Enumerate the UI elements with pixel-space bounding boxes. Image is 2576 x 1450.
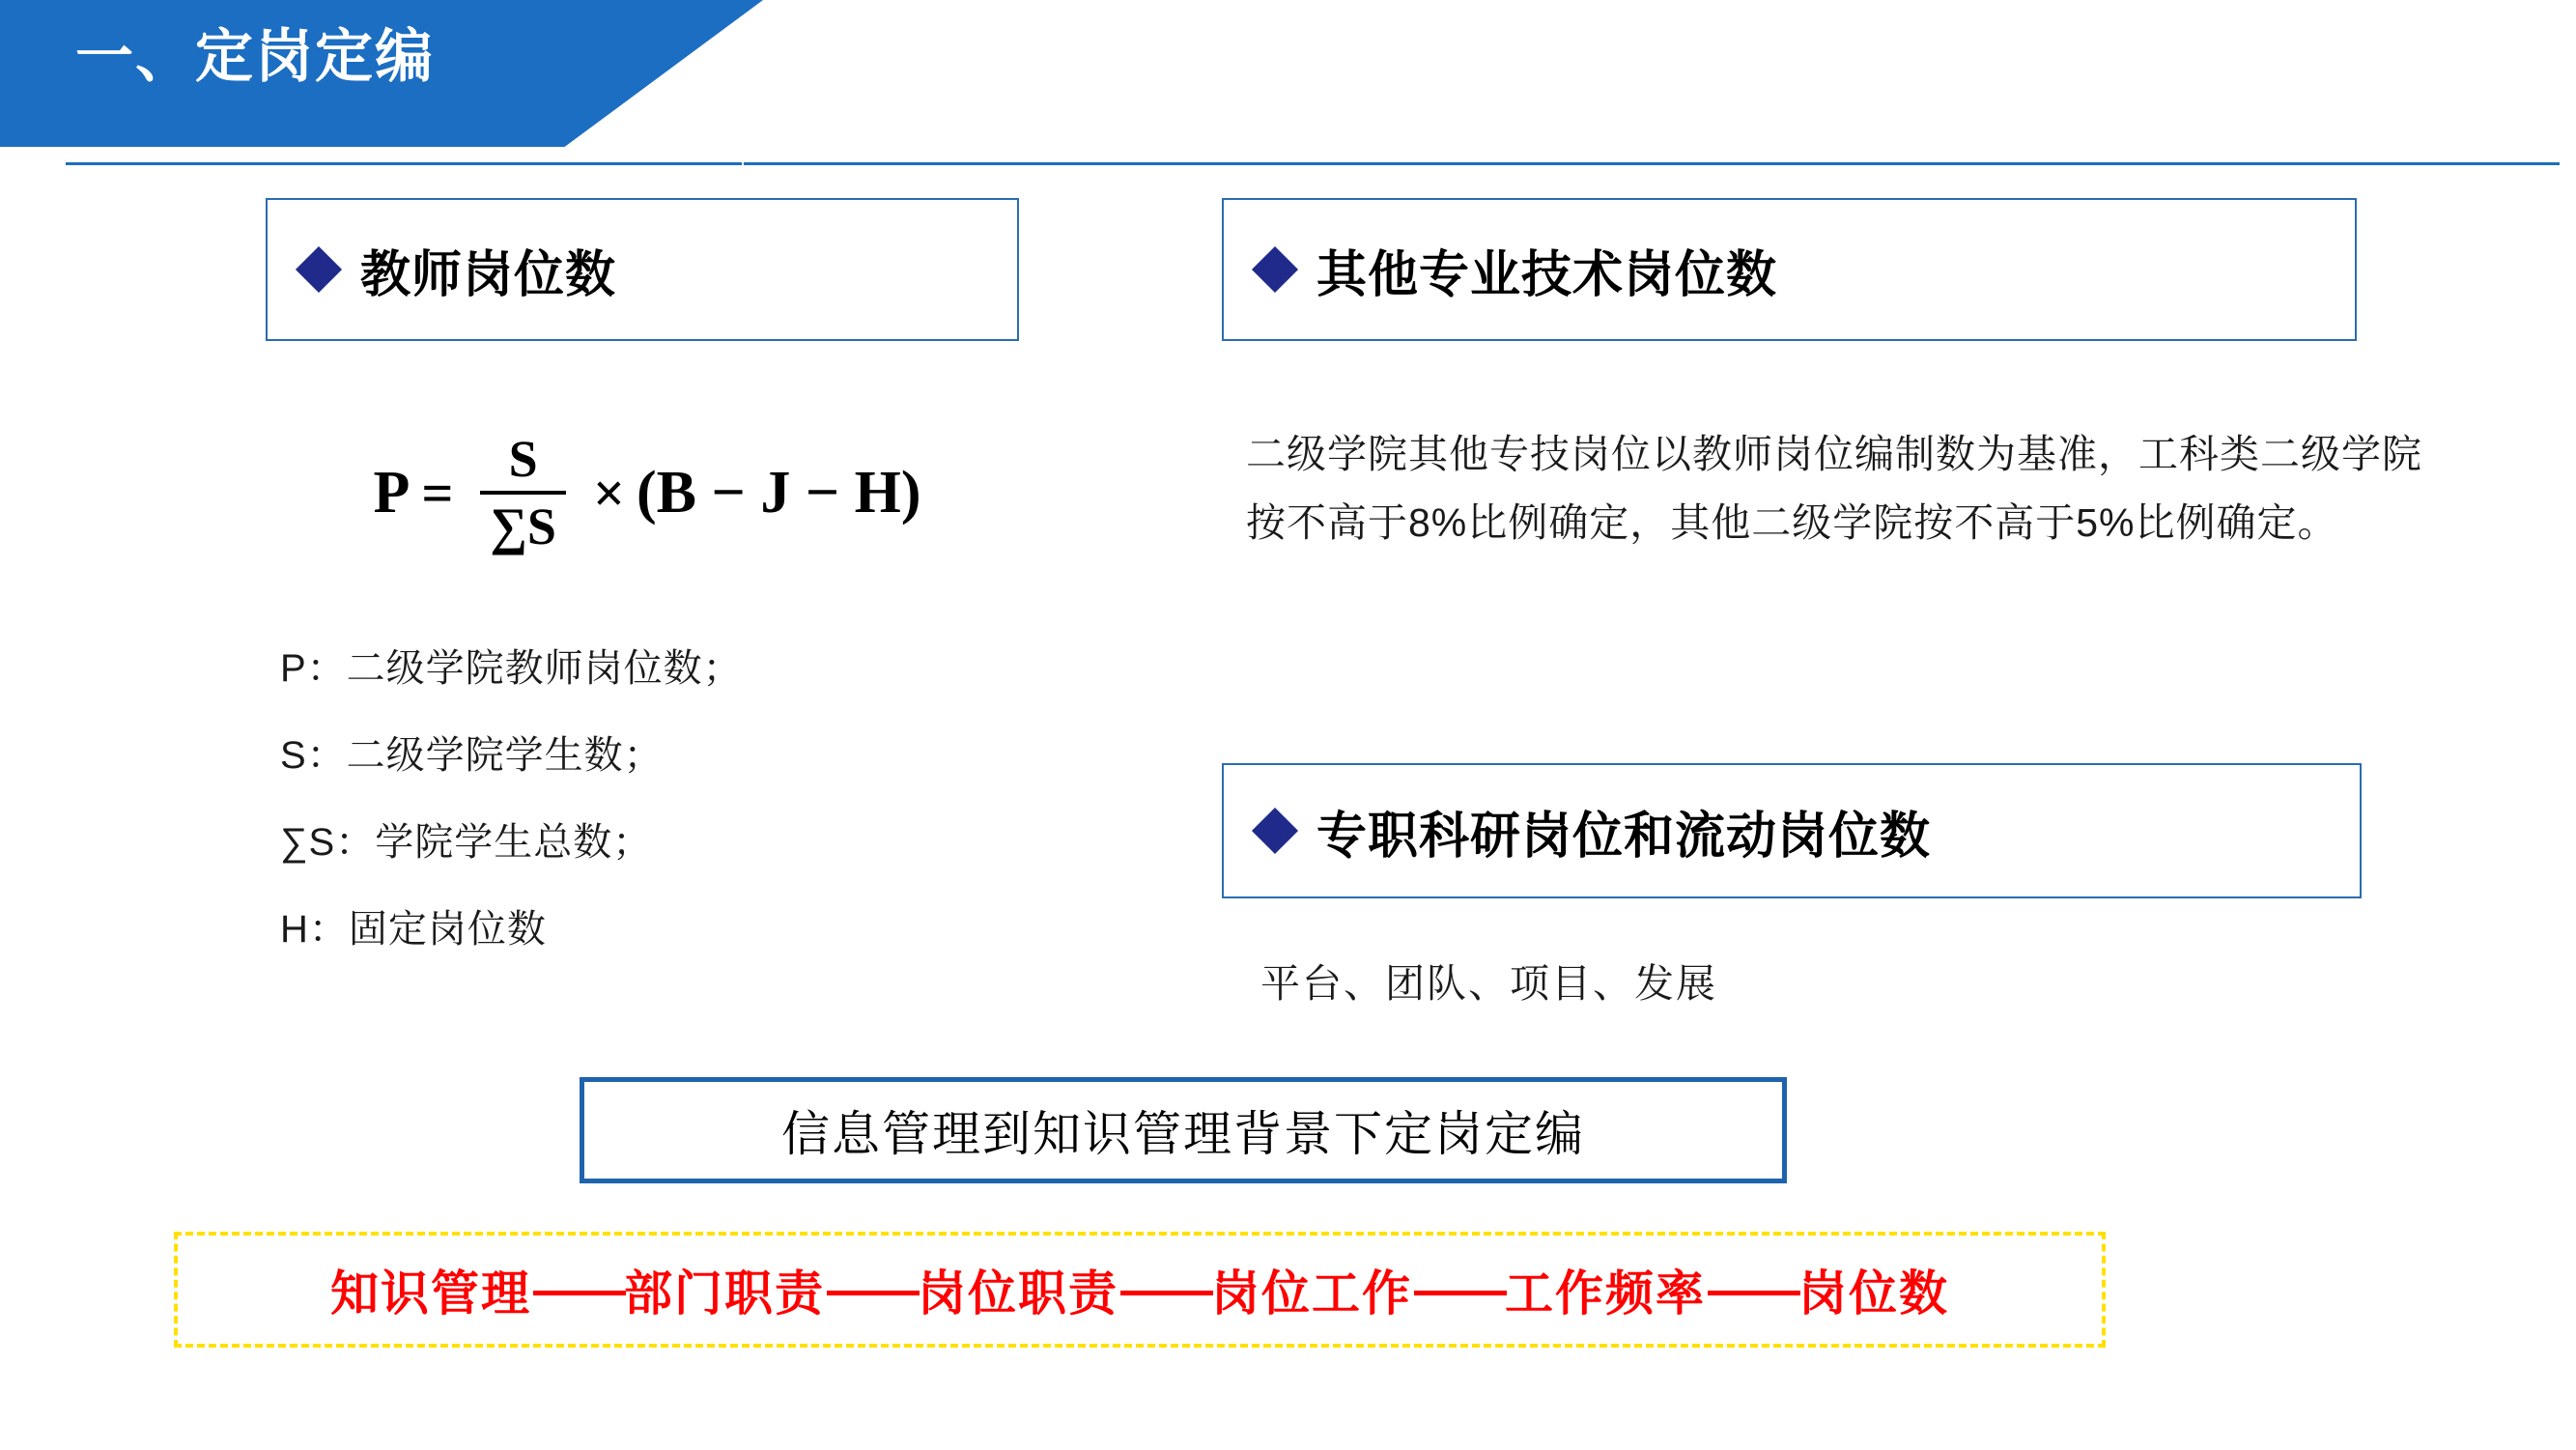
heading-research-and-mobile-posts [1222, 763, 2362, 898]
heading-teacher-posts [266, 198, 1019, 341]
chain-item: 岗位职责 [918, 1266, 1118, 1321]
chain-item: 部门职责 [624, 1266, 825, 1321]
teacher-post-formula [290, 406, 1005, 580]
header-divider-left [66, 162, 742, 165]
research-posts-paragraph: 平台、团队、项目、发展 [1260, 961, 1717, 1006]
chain-separator: —— [1120, 1263, 1209, 1317]
chain-item: 知识管理 [330, 1266, 531, 1321]
slide-header [0, 0, 2576, 174]
heading-research-and-mobile-posts-label: 专职科研岗位和流动岗位数 [1316, 808, 1932, 865]
formula-fraction [480, 429, 566, 556]
formula-times: × [592, 461, 625, 525]
chain-item: 工作频率 [1505, 1266, 1706, 1321]
formula-denominator: ∑S [490, 498, 556, 555]
page-title: 一、定岗定编 [75, 24, 435, 89]
formula-numerator: S [508, 430, 538, 488]
formula-equals: = [421, 461, 454, 525]
heading-other-technical-posts [1222, 198, 2357, 341]
formula-rhs: (B − J − H) [637, 459, 921, 526]
legend-item: ∑S：学院学生总数； [280, 821, 653, 864]
chain-separator: —— [533, 1263, 622, 1317]
diamond-bullet-icon [296, 246, 342, 293]
boxed-statement-label: 信息管理到知识管理背景下定岗定编 [781, 1107, 1585, 1161]
legend-item: S：二级学院学生数； [280, 734, 664, 777]
process-chain-items [330, 1255, 1949, 1324]
chain-separator: —— [1708, 1263, 1797, 1317]
chain-item: 岗位工作 [1211, 1266, 1412, 1321]
diamond-bullet-icon [1252, 808, 1298, 854]
legend-item: P：二级学院教师岗位数； [280, 647, 743, 690]
legend-item: H：固定岗位数 [280, 908, 547, 951]
heading-teacher-posts-label: 教师岗位数 [360, 246, 617, 303]
process-chain [174, 1232, 2106, 1348]
header-divider-right [744, 162, 2560, 165]
diamond-bullet-icon [1252, 246, 1298, 293]
chain-separator: —— [1414, 1263, 1503, 1317]
formula-lhs: P [373, 459, 410, 526]
boxed-statement [580, 1077, 1787, 1183]
chain-item: 岗位数 [1798, 1266, 1949, 1321]
heading-other-technical-posts-label: 其他专业技术岗位数 [1316, 246, 1778, 303]
formula-legend [280, 649, 1014, 997]
chain-separator: —— [827, 1263, 916, 1317]
other-technical-posts-paragraph: 二级学院其他专技岗位以教师岗位编制数为基准，工科类二级学院按不高于8%比例确定，其他二级学院按不高于5%比例确定。 [1246, 432, 2422, 545]
